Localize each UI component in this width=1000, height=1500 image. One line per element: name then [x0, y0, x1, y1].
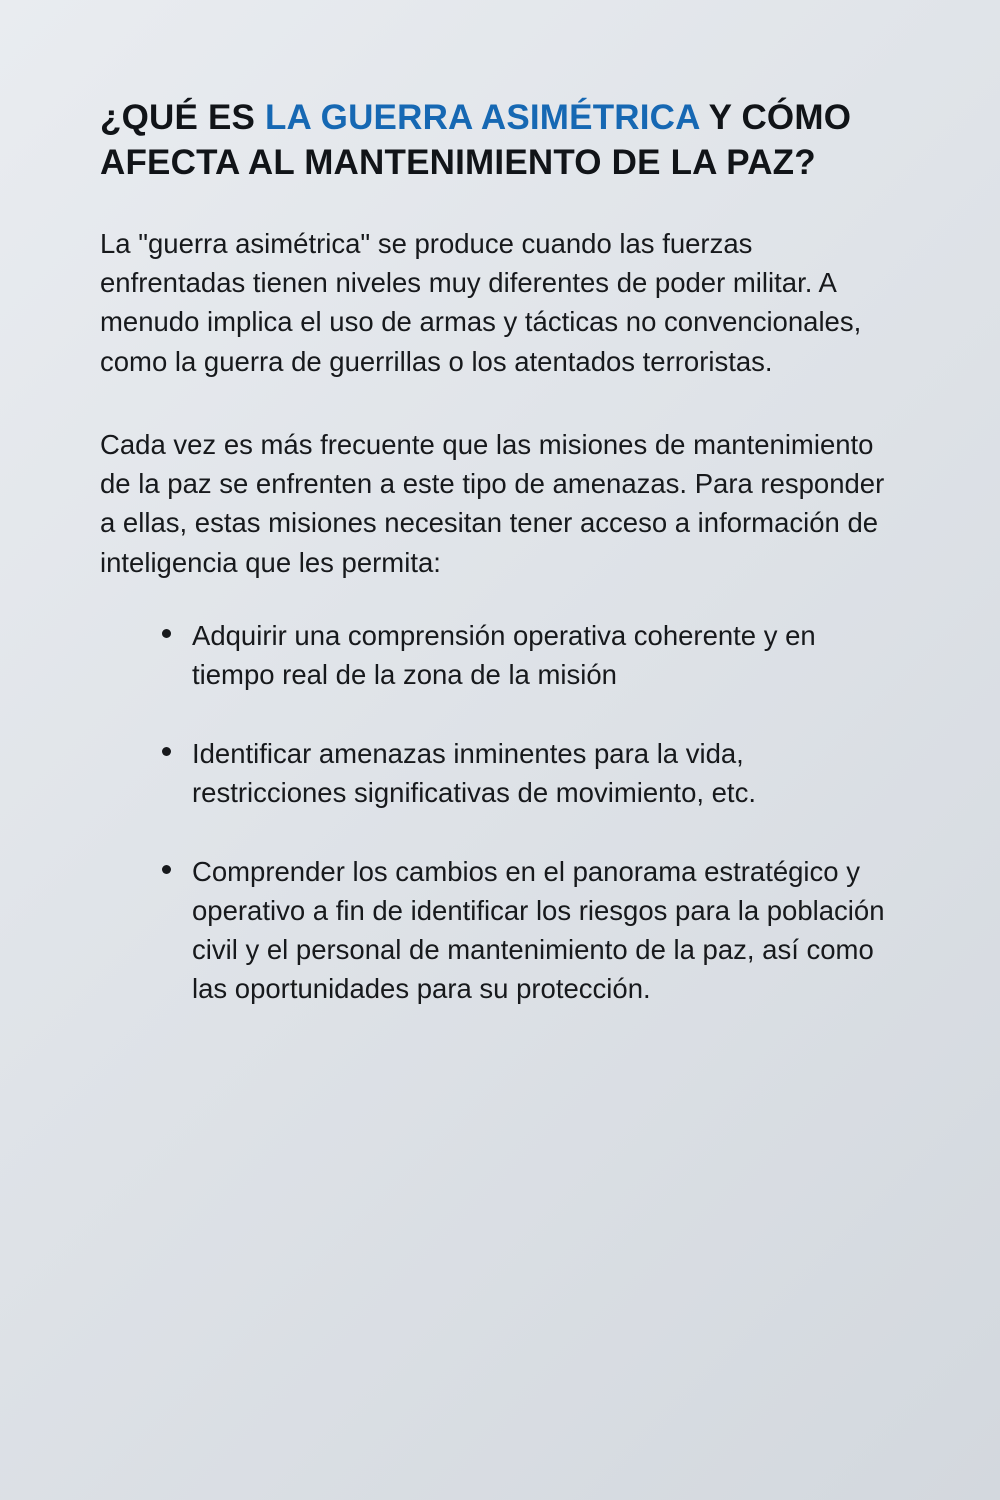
- bullet-dot-icon: [162, 865, 171, 874]
- list-item: [162, 734, 900, 812]
- list-item-text: Adquirir una comprensión operativa coherente y en tiempo real de la zona de la misión: [192, 620, 816, 691]
- bullet-dot-icon: [162, 629, 171, 638]
- page-title: [100, 96, 900, 186]
- paragraph-2: Cada vez es más frecuente que las misiones de mantenimiento de la paz se enfrenten a este tipo de amenazas. Para responder a ellas, estas misiones necesitan tener acceso a información de inteligencia que les permita:: [100, 428, 885, 578]
- paragraph-1: La "guerra asimétrica" se produce cuando las fuerzas enfrentadas tienen niveles muy diferentes de poder militar. A menudo implica el uso de armas y tácticas no convencionales, como la guerra de guerrillas o los atentados terroristas.: [100, 227, 862, 377]
- list-item: [162, 616, 900, 694]
- page-title-lead: ¿QUÉ ES: [100, 98, 265, 137]
- list-item-text: Identificar amenazas inminentes para la vida, restricciones significativas de movimiento, etc.: [192, 738, 756, 809]
- bullet-dot-icon: [162, 747, 171, 756]
- page-title-tail: Y CÓMO AFECTA AL MANTENIMIENTO DE LA PAZ?: [100, 98, 852, 182]
- list-item-text: Comprender los cambios en el panorama estratégico y operativo a fin de identificar los riesgos para la población civil y el personal de mantenimiento de la paz, así como las oportunidades para su protección.: [192, 856, 885, 1005]
- bullet-list: [100, 616, 900, 1008]
- list-item: [162, 852, 900, 1008]
- page-title-accent: LA GUERRA ASIMÉTRICA: [264, 98, 700, 137]
